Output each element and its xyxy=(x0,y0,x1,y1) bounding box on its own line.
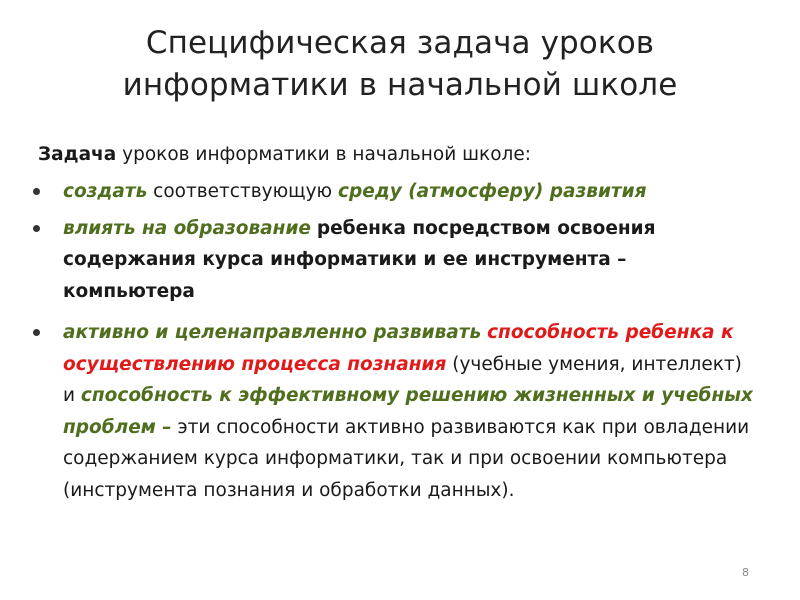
bullet-dot xyxy=(33,188,40,195)
intro-rest: уроков информатики в начальной школе: xyxy=(116,144,531,165)
bullet-text xyxy=(63,181,646,202)
bullet-part: создать xyxy=(63,181,148,202)
slide-title-line-2: информатики в начальной школе xyxy=(122,67,678,103)
bullet-part: эти способности активно развиваются как при овладении содержанием курса информатики, так и при освоении компьютера (инструмента познания и обработки данных). xyxy=(63,416,750,501)
bullet-part: способность ребенка к осуществлению процесса познания xyxy=(63,322,734,375)
bullet-part: ребенка посредством освоения содержания курса информатики и ее инструмента – компьютера xyxy=(63,217,656,302)
bullet-item xyxy=(28,317,758,506)
bullet-part: влиять на образование xyxy=(63,217,311,239)
bullet-list xyxy=(28,176,758,506)
slide-title xyxy=(40,22,760,106)
bullet-dot xyxy=(33,329,40,336)
bullet-item xyxy=(28,213,758,308)
bullet-part: способность к эффективному решению жизненных и учебных проблем – xyxy=(63,385,753,438)
bullet-item xyxy=(28,176,758,208)
bullet-text xyxy=(63,322,753,501)
bullet-dot xyxy=(33,225,40,232)
bullet-part: соответствующую xyxy=(147,181,339,202)
intro-lead: Задача xyxy=(38,144,117,165)
bullet-part: среду (атмосферу) развития xyxy=(338,181,647,202)
bullet-part: активно и целенаправленно развивать xyxy=(63,322,482,343)
bullet-part: (учебные умения, интеллект) и xyxy=(63,353,742,406)
slide-title-line-1: Специфическая задача уроков xyxy=(145,25,655,61)
bullet-text xyxy=(63,218,656,302)
intro-line xyxy=(38,142,531,168)
page-number: 8 xyxy=(742,566,749,579)
